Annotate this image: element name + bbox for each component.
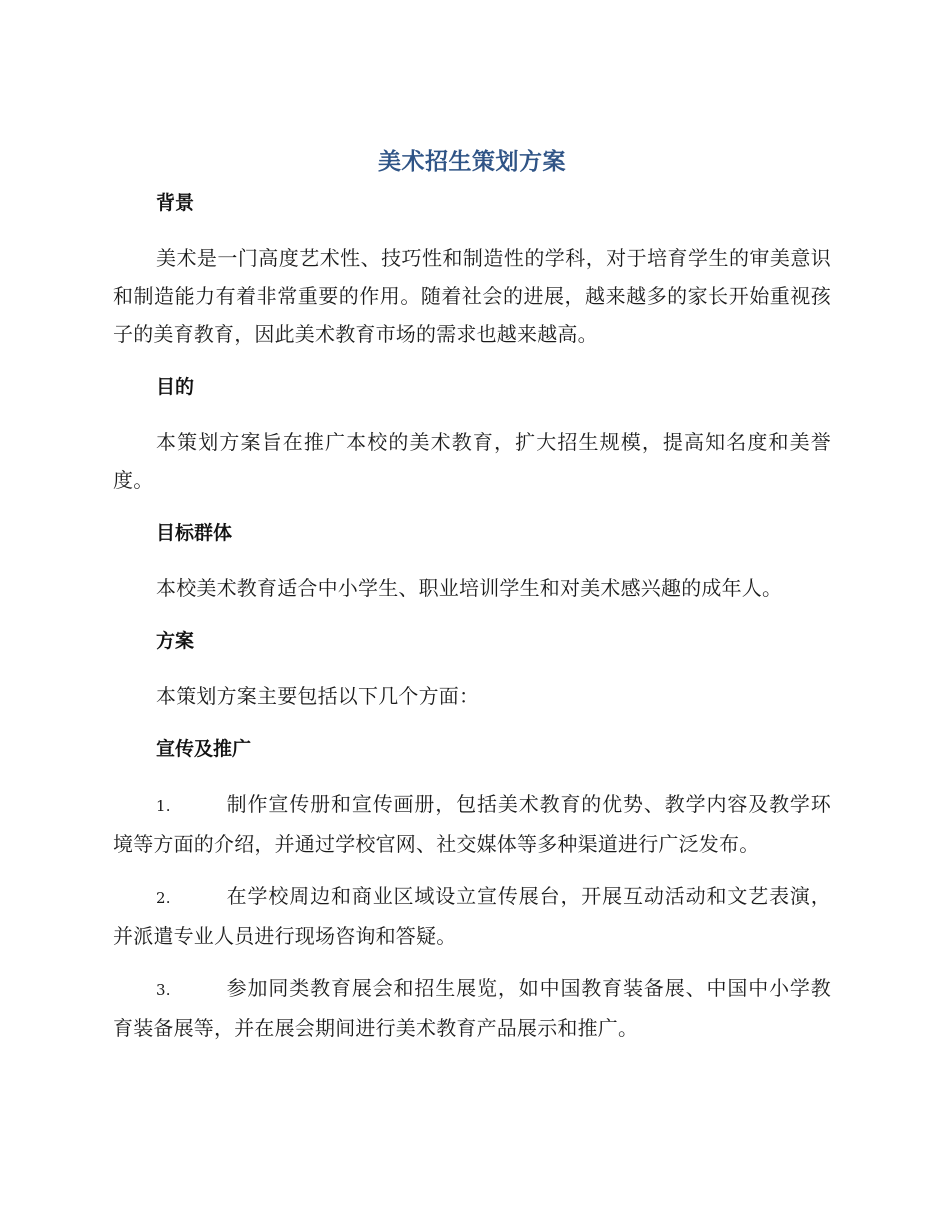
list-number: 3. [156,981,171,999]
section-heading-purpose: 目的 [156,376,195,398]
section-text-target: 本校美术教育适合中小学生、职业培训学生和对美术感兴趣的成年人。 [156,576,783,600]
list-number: 2. [156,889,171,907]
list-item [113,969,831,1047]
document-body [113,145,831,1061]
document-title: 美术招生策划方案 [378,149,566,175]
list-item-text: 制作宣传册和宣传画册，包括美术教育的优势、教学内容及教学环境等方面的介绍，并通过学校官网、社交媒体等多种渠道进行广泛发布。 [113,792,831,856]
list-item [113,877,831,955]
section-heading-plan: 方案 [156,630,195,652]
section-heading-promotion: 宣传及推广 [156,738,252,760]
section-text-purpose: 本策划方案旨在推广本校的美术教育，扩大招生规模，提高知名度和美誉度。 [113,430,831,492]
list-item [113,785,831,863]
list-number: 1. [156,797,171,815]
list-item-text: 参加同类教育展会和招生展览，如中国教育装备展、中国中小学教育装备展等，并在展会期间进行美术教育产品展示和推广。 [113,976,831,1040]
section-text-plan: 本策划方案主要包括以下几个方面： [156,684,480,708]
section-heading-target: 目标群体 [156,522,233,544]
section-heading-background: 背景 [156,192,195,214]
list-item-text: 在学校周边和商业区域设立宣传展台，开展互动活动和文艺表演，并派遣专业人员进行现场咨询和答疑。 [113,884,831,948]
section-text-background: 美术是一门高度艺术性、技巧性和制造性的学科，对于培育学生的审美意识和制造能力有着非常重要的作用。随着社会的进展，越来越多的家长开始重视孩子的美育教育，因此美术教育市场的需求也越来越高。 [113,246,831,346]
